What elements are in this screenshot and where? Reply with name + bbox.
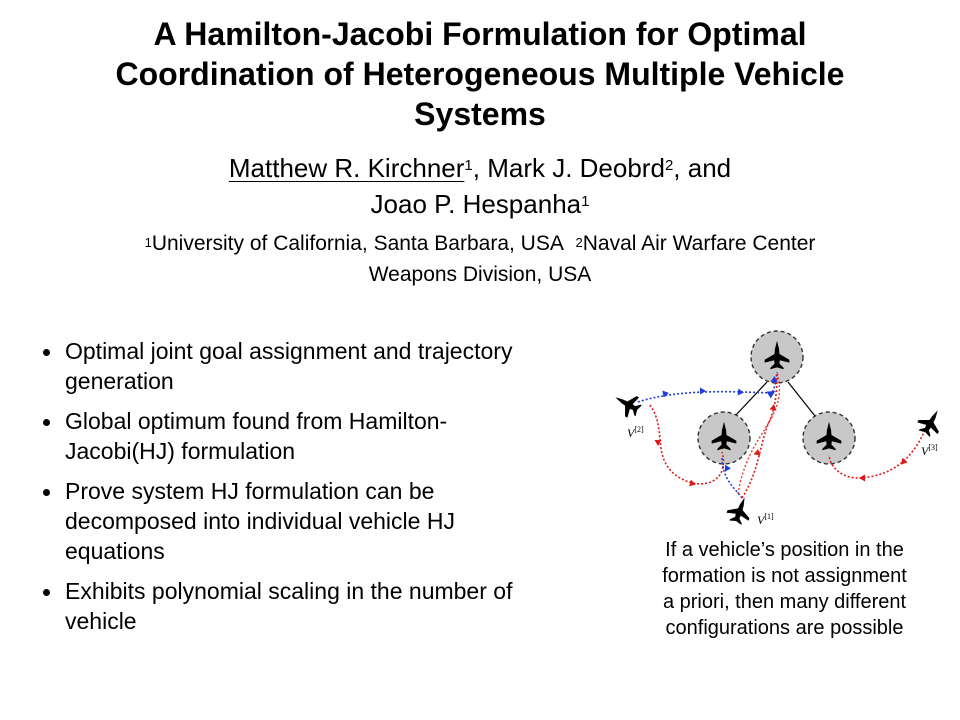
affiliation-1-marker: 1 — [144, 235, 152, 250]
jet-v3-icon — [914, 404, 948, 439]
list-item: Exhibits polynomial scaling in the number of vehicle — [40, 576, 600, 636]
author-deobrd-affil: 2 — [664, 157, 674, 174]
author-line-1: Matthew R. Kirchner$^1$, Mark J. Deobrd$^2$, and — [228, 153, 732, 183]
formation-figure — [605, 325, 950, 530]
affiliation-2-part-2: Weapons Division, USA — [368, 263, 592, 286]
figure-caption: If a vehicle’s position in the formation is not assignment a priori, then many different configurations are possible — [662, 539, 907, 639]
formation-link-right — [788, 382, 815, 416]
author-hespanha-affil: 1 — [581, 193, 590, 210]
bullet-dot-icon — [43, 349, 50, 356]
affiliation-line-1 — [20, 228, 940, 259]
author-hespanha: Joao P. Hespanha — [370, 189, 582, 219]
contribution-list — [40, 336, 600, 646]
title-line-2: Coordination of Heterogeneous Multiple Vehicle — [115, 56, 845, 92]
label-v1: V[1] — [757, 512, 774, 527]
path-arrowheads — [655, 376, 908, 488]
list-item: Global optimum found from Hamilton- Jacobi(HJ) formulation — [40, 406, 600, 466]
label-v2: V[2] — [627, 425, 644, 440]
bullet-dot-icon — [43, 489, 50, 496]
affiliation-1: University of California, Santa Barbara, USA — [151, 232, 564, 255]
list-item: Prove system HJ formulation can be decomposed into individual vehicle HJ equations — [40, 476, 600, 566]
author-kirchner: Matthew R. Kirchner — [228, 153, 465, 183]
bullet-dot-icon — [43, 589, 50, 596]
label-v3: V[3] — [921, 443, 938, 458]
paper-title — [20, 14, 940, 134]
author-kirchner-affil: 1 — [464, 157, 473, 174]
bullet-dot-icon — [43, 419, 50, 426]
trajectory-v2-blue — [638, 372, 777, 402]
author-line-2 — [20, 186, 940, 222]
affiliations — [20, 228, 940, 290]
affiliation-2-part-1: Naval Air Warfare Center — [582, 232, 816, 255]
author-deobrd: Mark J. Deobrd — [487, 153, 665, 183]
jet-v1-icon — [724, 493, 755, 526]
title-line-1: A Hamilton-Jacobi Formulation for Optimal — [153, 16, 807, 52]
title-line-3: Systems — [414, 96, 546, 132]
list-item: Optimal joint goal assignment and trajectory generation — [40, 336, 600, 396]
author-conjunction: and — [687, 153, 732, 183]
jet-v2-icon — [609, 387, 644, 421]
affiliation-2-marker: 2 — [575, 235, 583, 250]
author-list — [20, 150, 940, 222]
formation-link-left — [735, 382, 767, 416]
